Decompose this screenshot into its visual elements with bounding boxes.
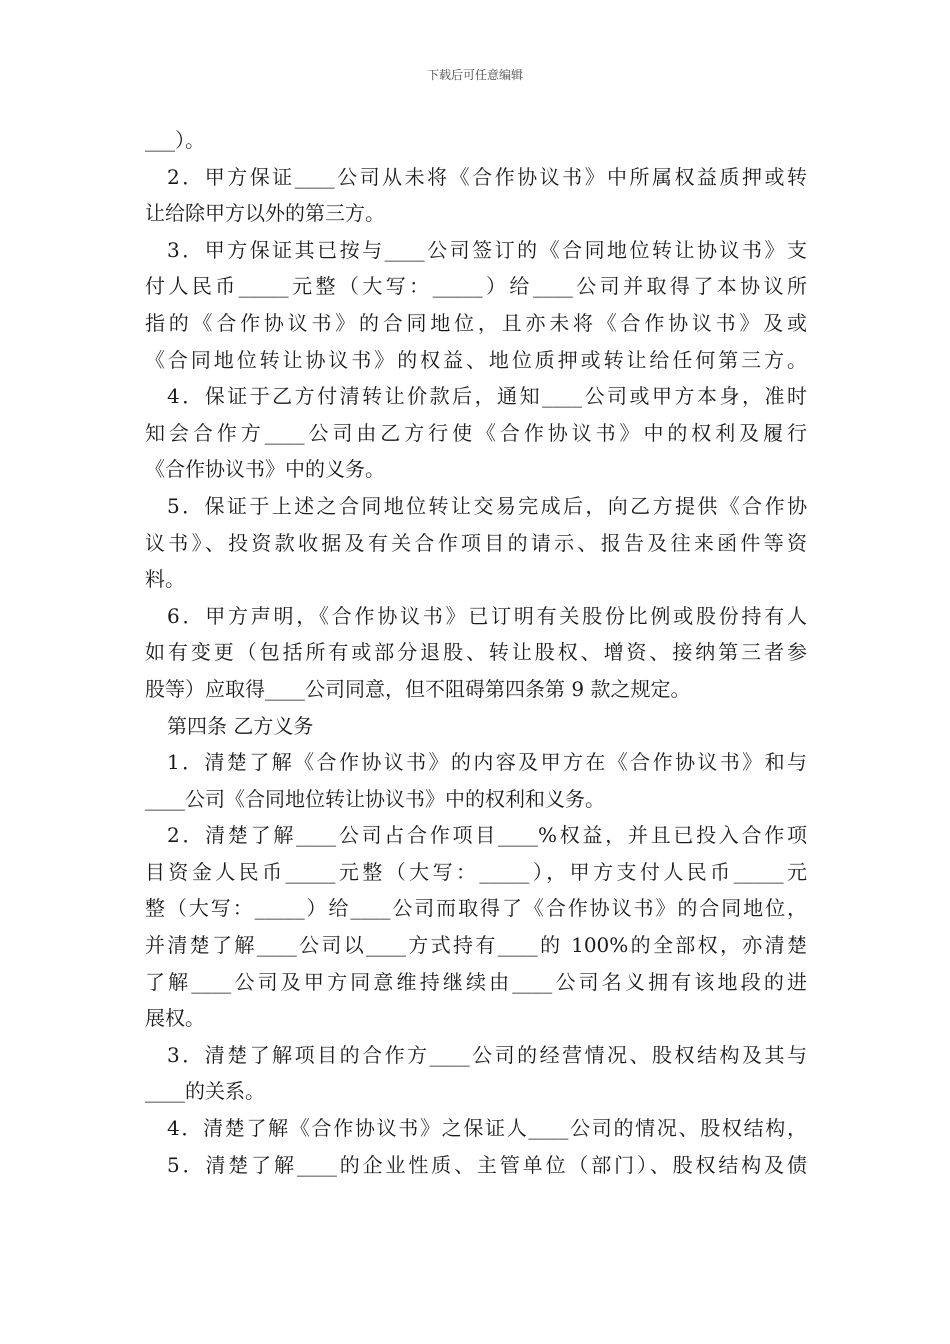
text-line: 目资金人民币_____元整（大写：_____），甲方支付人民币_____元	[145, 859, 807, 884]
text-line: 整（大写：_____）给____公司而取得了《合作协议书》的合同地位，	[145, 896, 807, 921]
text-line: 股等）应取得____公司同意，但不阻碍第四条第 9 款之规定。	[145, 676, 691, 701]
text-line: 6．甲方声明，《合作协议书》已订明有关股份比例或股份持有人	[167, 603, 807, 628]
text-line: 第四条 乙方义务	[167, 713, 314, 738]
text-line: 3．清楚了解项目的合作方____公司的经营情况、股权结构及其与	[167, 1042, 807, 1067]
text-line: 知会合作方____公司由乙方行使《合作协议书》中的权利及履行	[145, 420, 807, 445]
text-line: 2．清楚了解____公司占合作项目____%权益，并且已投入合作项	[167, 823, 807, 848]
text-line: ____的关系。	[145, 1079, 265, 1104]
text-line: 5．保证于上述之合同地位转让交易完成后，向乙方提供《合作协	[167, 493, 807, 518]
text-line: 议书》、投资款收据及有关合作项目的请示、报告及往来函件等资	[145, 530, 807, 555]
text-line: 并清楚了解____公司以____方式持有____的 100%的全部权，亦清楚	[145, 933, 807, 958]
text-line: 2．甲方保证____公司从未将《合作协议书》中所属权益质押或转	[167, 164, 807, 189]
text-line: 4．清楚了解《合作协议书》之保证人____公司的情况、股权结构，	[167, 1116, 807, 1141]
text-line: 《合作协议书》中的义务。	[145, 457, 385, 482]
text-line: 如有变更（包括所有或部分退股、转让股权、增资、接纳第三者参	[145, 640, 807, 665]
text-line: 指的《合作协议书》的合同地位，且亦未将《合作协议书》及或	[145, 310, 807, 335]
text-line: 3．甲方保证其已按与____公司签订的《合同地位转让协议书》支	[167, 237, 807, 262]
page-header: 下载后可任意编辑	[426, 68, 523, 82]
text-line: ___）。	[145, 128, 205, 152]
text-line: 料。	[145, 567, 185, 592]
text-line: 《合同地位转让协议书》的权益、地位质押或转让给任何第三方。	[145, 347, 807, 372]
text-line: 1．清楚了解《合作协议书》的内容及甲方在《合作协议书》和与	[167, 750, 807, 775]
text-line: 付人民币_____元整（大写：_____）给____公司并取得了本协议所	[145, 274, 807, 299]
text-line: 让给除甲方以外的第三方。	[145, 201, 385, 226]
text-line: 展权。	[145, 1006, 205, 1031]
text-line: ____公司《合同地位转让协议书》中的权利和义务。	[145, 786, 605, 811]
text-line: 5．清楚了解____的企业性质、主管单位（部门）、股权结构及债	[167, 1152, 807, 1177]
text-line: 4．保证于乙方付清转让价款后，通知____公司或甲方本身，准时	[167, 384, 807, 409]
text-line: 了解____公司及甲方同意维持继续由____公司名义拥有该地段的进	[145, 969, 807, 994]
document-body	[145, 122, 807, 1183]
